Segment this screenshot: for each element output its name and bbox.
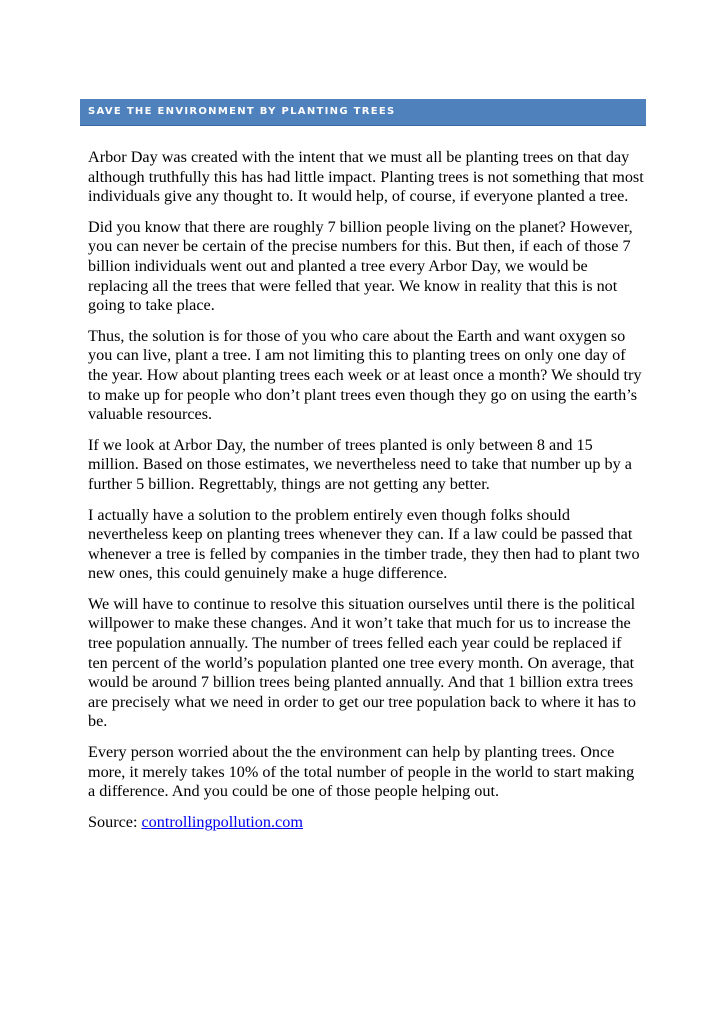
paragraph-7: Every person worried about the the environment can help by planting trees. Once more, it merely takes 10% of the total number of people in the world to start making a difference. And you could be one of those people helping out. xyxy=(88,743,635,801)
source-label: Source: xyxy=(88,812,142,831)
source-line xyxy=(88,813,644,833)
section-title: SAVE THE ENVIRONMENT BY PLANTING TREES xyxy=(88,106,396,117)
section-header-bar xyxy=(80,99,646,126)
paragraph-3: Thus, the solution is for those of you who care about the Earth and want oxygen so you can live, plant a tree. I am not limiting this to planting trees on only one day of the year. How about planting trees each week or at least once a month? We should try to make up for people who don’t plant trees even though they go on using the earth’s valuable resources. xyxy=(88,326,642,424)
source-link[interactable]: controllingpollution.com xyxy=(141,812,303,831)
paragraph-2: Did you know that there are roughly 7 billion people living on the planet? However, you can never be certain of the precise numbers for this. But then, if each of those 7 billion individuals went out and planted a tree every Arbor Day, we would be replacing all the trees that were felled that year. We know in reality that this is not going to take place. xyxy=(88,217,633,315)
paragraph-4: If we look at Arbor Day, the number of trees planted is only between 8 and 15 million. Based on those estimates, we nevertheless need to take that number up by a further 5 billion. Regrettably, things are not getting any better. xyxy=(88,435,632,493)
article-body xyxy=(88,148,644,843)
paragraph-6: We will have to continue to resolve this situation ourselves until there is the political willpower to make these changes. And it won’t take that much for us to increase the tree population annually. The number of trees felled each year could be replaced if ten percent of the world’s population planted one tree every month. On average, that would be around 7 billion trees being planted annually. And that 1 billion extra trees are precisely what we need in order to get our tree population back to where it has to be. xyxy=(88,594,636,731)
paragraph-1: Arbor Day was created with the intent that we must all be planting trees on that day although truthfully this has had little impact. Planting trees is not something that most individuals give any thought to. It would help, of course, if everyone planted a tree. xyxy=(88,148,644,206)
paragraph-5: I actually have a solution to the problem entirely even though folks should nevertheless keep on planting trees whenever they can. If a law could be passed that whenever a tree is felled by companies in the timber trade, they then had to plant two new ones, this could genuinely make a huge difference. xyxy=(88,505,640,583)
